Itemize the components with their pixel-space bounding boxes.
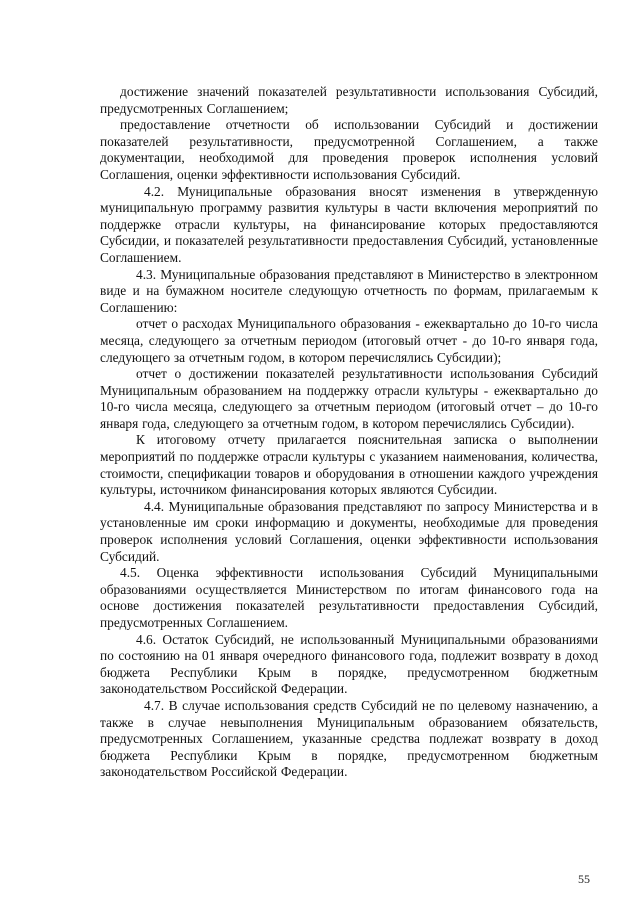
paragraph-4-2: 4.2. Муниципальные образования вносят изменения в утвержденную муниципальную программу развития культуры в части включения мероприятий по поддержке отрасли культуры, на финансирование которых предоставляются Субсидии, и показателей результативности предоставления Субсидий, установленные Соглашением. xyxy=(100,183,598,265)
paragraph-explanatory-note: К итоговому отчету прилагается пояснительная записка о выполнении мероприятий по поддержке отрасли культуры с указанием наименования, количества, стоимости, спецификации товаров и оборудования в отношении каждого учреждения культуры, источником финансирования которых являются Субсидии. xyxy=(100,432,598,498)
paragraph-4-4: 4.4. Муниципальные образования представляют по запросу Министерства и в установленные им сроки информацию и документы, необходимые для проведения проверок исполнения условий Соглашения, оценки эффективности использования Субсидий. xyxy=(100,498,598,564)
paragraph-4-3: 4.3. Муниципальные образования представляют в Министерство в электронном виде и на бумажном носителе следующую отчетность по формам, прилагаемым к Соглашению: xyxy=(100,266,598,315)
paragraph-4-6: 4.6. Остаток Субсидий, не использованный Муниципальными образованиями по состоянию на 01 января очередного финансового года, подлежит возврату в доход бюджета Республики Крым в порядке, предусмотренном бюджетным законодательством Российской Федерации. xyxy=(100,631,598,697)
paragraph-4-5: 4.5. Оценка эффективности использования Субсидий Муниципальными образованиями осуществляется Министерством по итогам финансового года на основе достижения показателей результативности предоставления Субсидий, предусмотренных Соглашением. xyxy=(100,565,598,630)
document-body xyxy=(100,84,598,781)
paragraph-expense-report: отчет о расходах Муниципального образования - ежеквартально до 10-го числа месяца, следующего за отчетным периодом (итоговый отчет - до 10-го января года, следующего за отчетным годом, в котором перечислялись Субсидии); xyxy=(100,316,598,365)
paragraph-performance-report: отчет о достижении показателей результативности использования Субсидий Муниципальным образованием на поддержку отрасли культуры - ежеквартально до 10-го числа месяца, следующего за отчетным периодом (итоговый отчет – до 10-го января года, следующего за отчетным годом, в котором перечислялись Субсидии). xyxy=(100,366,598,431)
paragraph-achievement: достижение значений показателей результативности использования Субсидий, предусмотренных Соглашением; xyxy=(100,84,598,116)
paragraph-4-7: 4.7. В случае использования средств Субсидий не по целевому назначению, а также в случае невыполнения Муниципальным образованием обязательств, предусмотренных Соглашением, указанные средства подлежат возврату в доход бюджета Республики Крым в порядке, предусмотренном бюджетным законодательством Российской Федерации. xyxy=(100,697,598,780)
paragraph-reporting: предоставление отчетности об использовании Субсидий и достижении показателей результативности, предусмотренной Соглашением, а также документации, необходимой для проведения проверок исполнения условий Соглашения, оценки эффективности использования Субсидий. xyxy=(100,117,598,182)
page-number: 55 xyxy=(578,872,590,886)
